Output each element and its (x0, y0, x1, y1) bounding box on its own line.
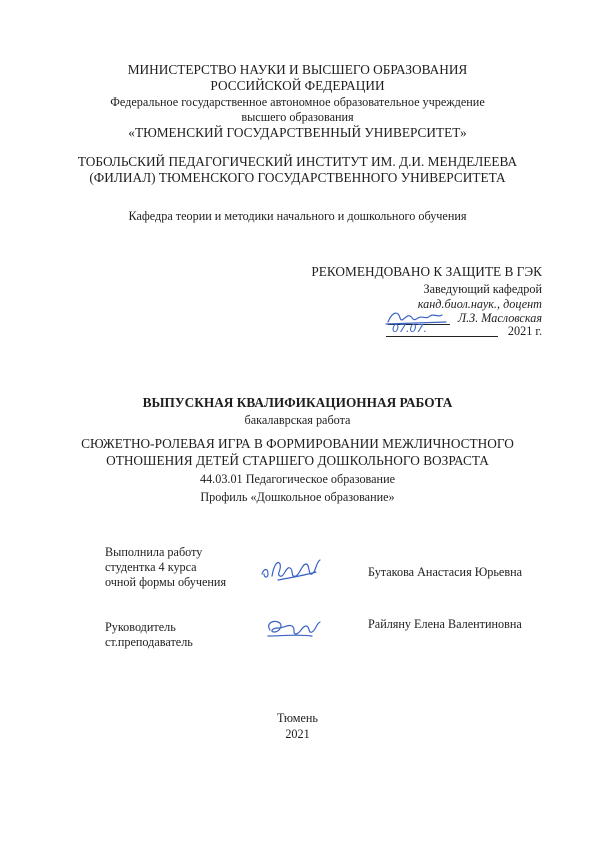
handwritten-date: 07.07. (392, 322, 427, 335)
institution-type-line-1: Федеральное государственное автономное образовательное учреждение (110, 95, 485, 109)
author-signature (258, 554, 324, 584)
author-label-line-2: студентка 4 курса (105, 560, 197, 574)
recommended-label: РЕКОМЕНДОВАНО К ЗАЩИТЕ В ГЭК (311, 264, 542, 279)
date-line (386, 336, 498, 337)
work-subtype: бакалаврская работа (244, 413, 351, 427)
ministry-line-1: МИНИСТЕРСТВО НАУКИ И ВЫСШЕГО ОБРАЗОВАНИЯ (127, 62, 468, 77)
work-type: ВЫПУСКНАЯ КВАЛИФИКАЦИОННАЯ РАБОТА (142, 395, 453, 410)
work-title-line-2: ОТНОШЕНИЯ ДЕТЕЙ СТАРШЕГО ДОШКОЛЬНОГО ВОЗРАСТА (106, 453, 489, 468)
author-label-line-3: очной формы обучения (105, 575, 227, 589)
institute-line-1: ТОБОЛЬСКИЙ ПЕДАГОГИЧЕСКИЙ ИНСТИТУТ ИМ. Д.И. МЕНДЕЛЕЕВА (77, 154, 518, 169)
supervisor-label-line-1: Руководитель (105, 620, 176, 634)
supervisor-label-line-2: ст.преподаватель (105, 635, 193, 649)
head-name: Л.З. Масловская (457, 311, 542, 325)
ministry-line-2: РОССИЙСКОЙ ФЕДЕРАЦИИ (210, 78, 385, 93)
footer-year: 2021 (285, 727, 310, 741)
footer-city: Тюмень (277, 711, 318, 725)
supervisor-signature (262, 614, 324, 644)
institution-type-line-2: высшего образования (241, 110, 354, 124)
work-title-line-1: СЮЖЕТНО-РОЛЕВАЯ ИГРА В ФОРМИРОВАНИИ МЕЖЛИЧНОСТНОГО (81, 436, 514, 451)
department-name: Кафедра теории и методики начального и дошкольного обучения (128, 209, 467, 223)
supervisor-name: Райляну Елена Валентиновна (368, 617, 522, 631)
head-title: Заведующий кафедрой (423, 282, 542, 296)
institute-line-2: (ФИЛИАЛ) ТЮМЕНСКОГО ГОСУДАРСТВЕННОГО УНИВЕРСИТЕТА (89, 170, 506, 185)
university-name: «ТЮМЕНСКИЙ ГОСУДАРСТВЕННЫЙ УНИВЕРСИТЕТ» (128, 125, 467, 140)
head-degree: канд.биол.наук., доцент (417, 297, 542, 311)
work-profile: Профиль «Дошкольное образование» (200, 490, 395, 504)
approval-year: 2021 г. (507, 324, 542, 338)
work-specialty: 44.03.01 Педагогическое образование (199, 472, 396, 486)
author-name: Бутакова Анастасия Юрьевна (368, 565, 523, 579)
author-label-line-1: Выполнила работу (105, 545, 203, 559)
